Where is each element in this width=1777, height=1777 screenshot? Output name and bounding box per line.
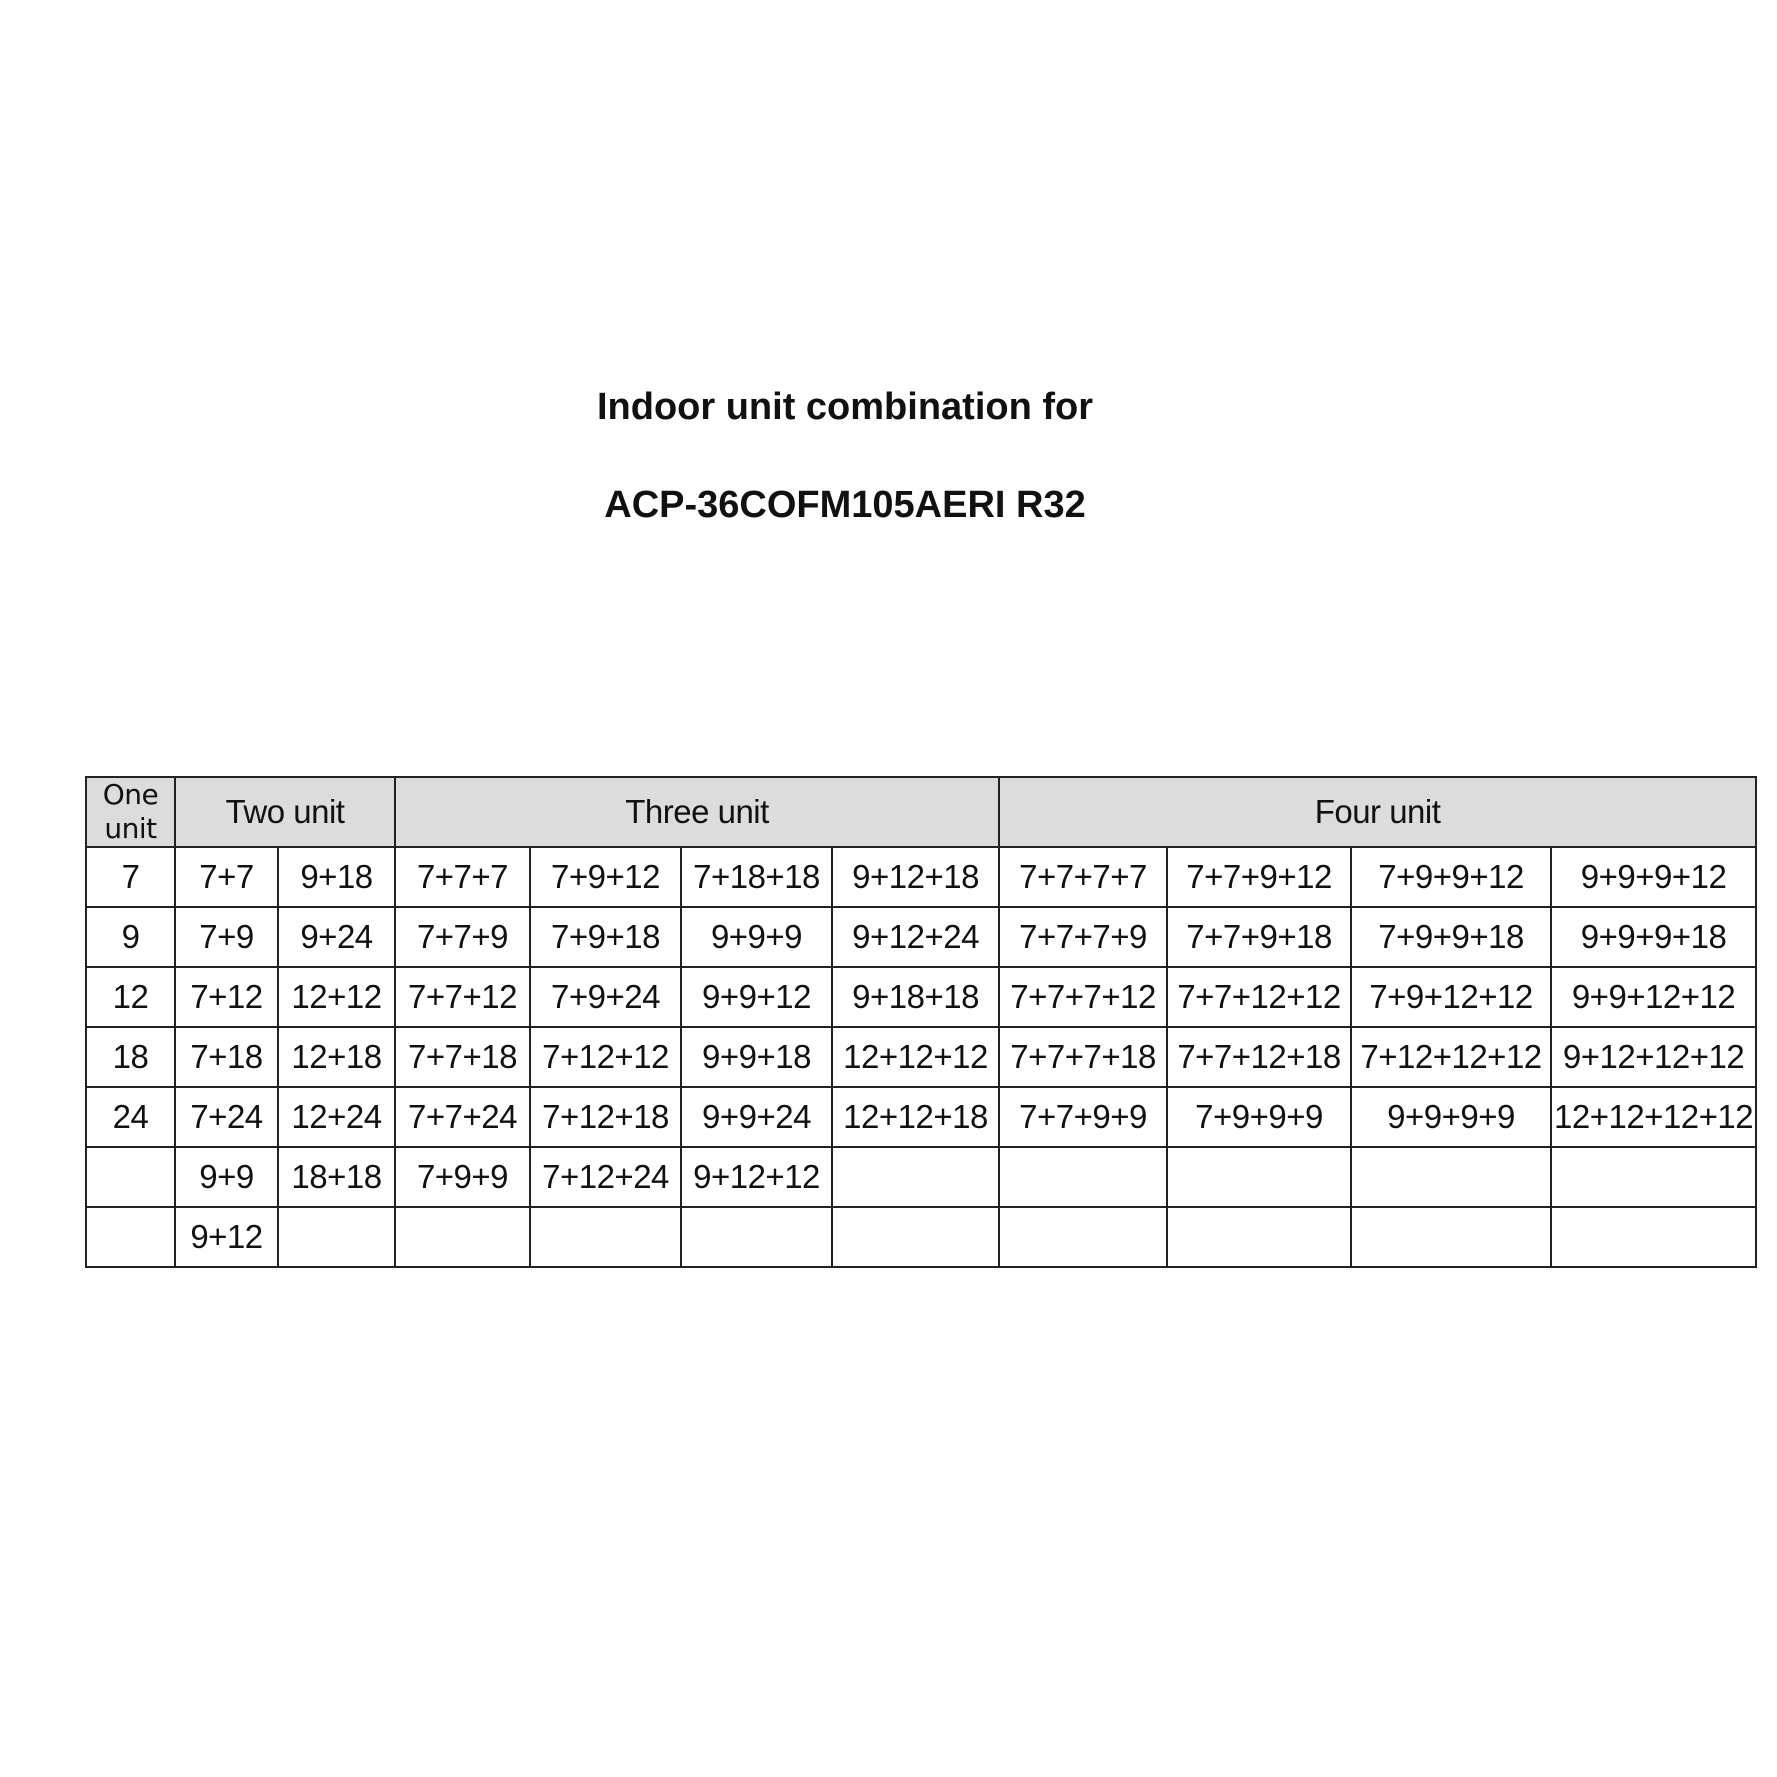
table-cell: 7+9+24 xyxy=(530,967,681,1027)
table-cell: 7+7+7+12 xyxy=(999,967,1167,1027)
combination-table xyxy=(85,776,1757,1268)
table-cell xyxy=(1551,1207,1756,1267)
table-cell: 7+18 xyxy=(175,1027,278,1087)
table-cell: 7+7+12 xyxy=(395,967,530,1027)
table-row xyxy=(86,1207,1756,1267)
header-two-unit: Two unit xyxy=(175,777,395,847)
table-cell: 12+18 xyxy=(278,1027,395,1087)
table-cell: 7+7 xyxy=(175,847,278,907)
header-row xyxy=(86,777,1756,847)
table-row xyxy=(86,1087,1756,1147)
table-cell: 12+12+18 xyxy=(832,1087,999,1147)
table-cell xyxy=(999,1207,1167,1267)
table-cell xyxy=(681,1207,832,1267)
table-cell: 9+12+12+12 xyxy=(1551,1027,1756,1087)
document-title: Indoor unit combination for xyxy=(596,386,1094,428)
table-cell: 7+12+12+12 xyxy=(1351,1027,1551,1087)
table-cell xyxy=(530,1207,681,1267)
table-cell: 12 xyxy=(86,967,175,1027)
table-cell: 7+9+9+9 xyxy=(1167,1087,1351,1147)
table-cell: 9+9+9+12 xyxy=(1551,847,1756,907)
table-cell: 7+7+12+18 xyxy=(1167,1027,1351,1087)
table-cell: 9+12 xyxy=(175,1207,278,1267)
table-cell: 7+9+9 xyxy=(395,1147,530,1207)
table-cell: 9+9+18 xyxy=(681,1027,832,1087)
table-cell: 12+12+12 xyxy=(832,1027,999,1087)
table-cell: 9+18 xyxy=(278,847,395,907)
table-row xyxy=(86,847,1756,907)
table-cell: 7+7+7+7 xyxy=(999,847,1167,907)
table-cell: 7+7+24 xyxy=(395,1087,530,1147)
table-cell: 7+7+12+12 xyxy=(1167,967,1351,1027)
table-cell xyxy=(1551,1147,1756,1207)
table-cell: 7+24 xyxy=(175,1087,278,1147)
table-cell: 9+9+12 xyxy=(681,967,832,1027)
table-cell: 7+7+9 xyxy=(395,907,530,967)
table-cell: 7+9+12 xyxy=(530,847,681,907)
table-cell: 9+24 xyxy=(278,907,395,967)
table-row xyxy=(86,907,1756,967)
table-cell: 12+12 xyxy=(278,967,395,1027)
table-cell: 7+7+18 xyxy=(395,1027,530,1087)
header-four-unit: Four unit xyxy=(999,777,1756,847)
table-cell: 9+9+24 xyxy=(681,1087,832,1147)
table-cell: 18+18 xyxy=(278,1147,395,1207)
table-body xyxy=(86,847,1756,1267)
table-cell: 18 xyxy=(86,1027,175,1087)
table-row xyxy=(86,967,1756,1027)
table-cell xyxy=(832,1147,999,1207)
table-cell: 7+7+7 xyxy=(395,847,530,907)
table-cell: 7+9+9+18 xyxy=(1351,907,1551,967)
table-cell: 7+18+18 xyxy=(681,847,832,907)
table-cell: 12+24 xyxy=(278,1087,395,1147)
table-cell: 12+12+12+12 xyxy=(1551,1087,1756,1147)
table-cell: 9+12+12 xyxy=(681,1147,832,1207)
table-cell: 24 xyxy=(86,1087,175,1147)
table-cell: 7+7+9+18 xyxy=(1167,907,1351,967)
table-cell: 7 xyxy=(86,847,175,907)
table-cell: 7+7+7+9 xyxy=(999,907,1167,967)
table-cell xyxy=(86,1207,175,1267)
table-cell xyxy=(395,1207,530,1267)
table-cell: 7+12+12 xyxy=(530,1027,681,1087)
table-cell xyxy=(999,1147,1167,1207)
table-cell xyxy=(1351,1147,1551,1207)
table-cell: 9+12+24 xyxy=(832,907,999,967)
table-cell: 9+12+18 xyxy=(832,847,999,907)
table-cell xyxy=(1351,1207,1551,1267)
table-cell: 7+7+9+9 xyxy=(999,1087,1167,1147)
table-cell: 7+12+24 xyxy=(530,1147,681,1207)
table-cell: 7+12 xyxy=(175,967,278,1027)
table-row xyxy=(86,1147,1756,1207)
table-cell: 9+9+9 xyxy=(681,907,832,967)
header-three-unit: Three unit xyxy=(395,777,999,847)
table-cell: 9+9 xyxy=(175,1147,278,1207)
table-cell: 9+9+12+12 xyxy=(1551,967,1756,1027)
table-cell: 7+7+7+18 xyxy=(999,1027,1167,1087)
table-cell xyxy=(1167,1207,1351,1267)
table-cell xyxy=(1167,1147,1351,1207)
table-cell: 9+18+18 xyxy=(832,967,999,1027)
table-row xyxy=(86,1027,1756,1087)
table-cell: 7+12+18 xyxy=(530,1087,681,1147)
table-cell: 7+9+12+12 xyxy=(1351,967,1551,1027)
table-cell: 9 xyxy=(86,907,175,967)
header-one-unit: One unit xyxy=(86,777,175,847)
table-cell: 7+9+9+12 xyxy=(1351,847,1551,907)
table-cell: 9+9+9+9 xyxy=(1351,1087,1551,1147)
table-cell: 9+9+9+18 xyxy=(1551,907,1756,967)
table-cell xyxy=(86,1147,175,1207)
table-cell xyxy=(832,1207,999,1267)
table-cell xyxy=(278,1207,395,1267)
table-cell: 7+9 xyxy=(175,907,278,967)
model-number-title: ACP-36COFM105AERI R32 xyxy=(604,484,1086,526)
table-cell: 7+7+9+12 xyxy=(1167,847,1351,907)
table-cell: 7+9+18 xyxy=(530,907,681,967)
